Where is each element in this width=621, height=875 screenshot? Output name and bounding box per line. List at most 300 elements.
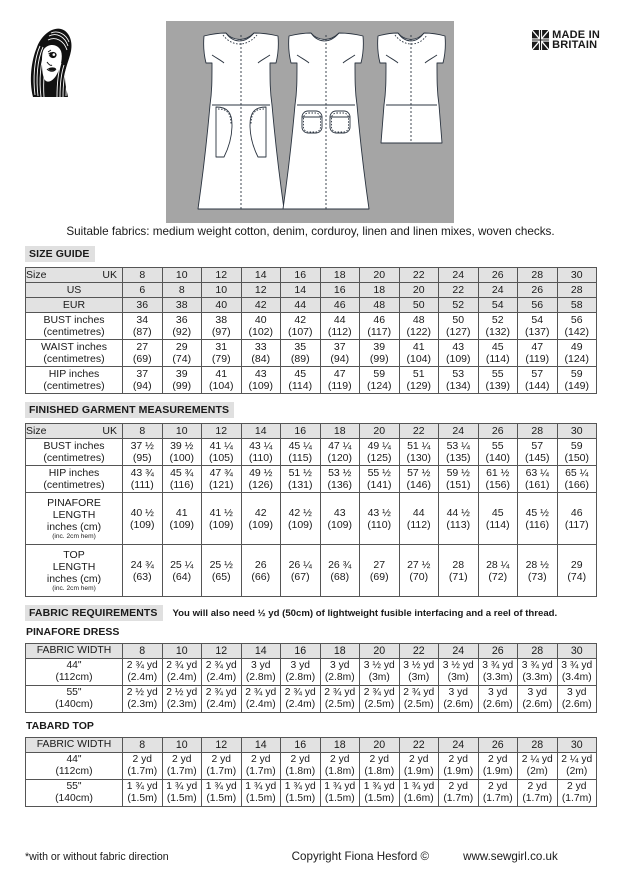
cell: 22	[399, 424, 439, 439]
v: 45 ¼	[288, 440, 312, 452]
cell: 12	[241, 283, 281, 298]
v: (1.5m)	[127, 793, 158, 804]
v: (1.7m)	[245, 766, 276, 777]
size-word: Size	[26, 269, 47, 281]
v: 3 yd	[330, 660, 350, 671]
cell	[557, 753, 597, 780]
v: (107)	[287, 326, 313, 338]
cell	[360, 753, 400, 780]
cell	[320, 367, 360, 394]
v: (124)	[564, 353, 589, 365]
v: 45	[491, 341, 504, 353]
v: (140cm)	[55, 793, 93, 804]
v: 2 yd	[369, 754, 389, 765]
uk-word: UK	[102, 269, 117, 281]
v: 2 yd	[251, 754, 271, 765]
v: (1.7m)	[127, 766, 158, 777]
cell	[557, 340, 597, 367]
v: 1 ¾ yd	[245, 781, 277, 792]
cell	[202, 466, 242, 493]
v: (137)	[524, 326, 550, 338]
v: (2.3m)	[166, 699, 197, 710]
v: (121)	[208, 479, 234, 491]
v: (109)	[248, 518, 273, 531]
v: (116)	[169, 479, 194, 491]
v: 35	[294, 341, 307, 353]
cell	[320, 545, 360, 597]
v: (2.4m)	[245, 699, 276, 710]
cell	[478, 493, 518, 545]
cell: 30	[557, 738, 597, 753]
website-link[interactable]: www.sewgirl.co.uk	[463, 850, 558, 863]
v: (2.4m)	[206, 699, 237, 710]
v: 45	[491, 506, 504, 519]
v: 40 ½	[130, 506, 154, 519]
v: 2 yd	[132, 754, 152, 765]
v: 41	[215, 368, 228, 380]
v: (69)	[369, 570, 389, 583]
v: (3m)	[368, 672, 390, 683]
cell	[281, 545, 321, 597]
table-row-55	[26, 780, 597, 807]
sewgirl-face-logo-icon	[27, 25, 76, 100]
v: 2 yd	[409, 754, 429, 765]
size-guide-label: SIZE GUIDE	[25, 246, 95, 262]
cell: 26	[518, 283, 558, 298]
top-label-3: inches (cm)	[46, 572, 102, 585]
cell: 18	[320, 644, 360, 659]
cell	[162, 313, 202, 340]
table-row-hip	[26, 466, 597, 493]
v: 43	[452, 341, 465, 353]
pinafore-label-1: PINAFORE	[47, 496, 101, 509]
v: (161)	[524, 479, 550, 491]
v: (2.5m)	[364, 699, 395, 710]
v: 41	[412, 341, 425, 353]
cell	[360, 545, 400, 597]
width-55-label	[26, 780, 123, 807]
eur-row-label: EUR	[26, 298, 123, 313]
width-55-label	[26, 686, 123, 713]
v: (89)	[290, 353, 310, 365]
v: (3.4m)	[561, 672, 592, 683]
v: 2 yd	[527, 781, 547, 792]
v: (142)	[564, 326, 589, 338]
cell: 24	[439, 738, 479, 753]
v: (99)	[369, 353, 389, 365]
cell	[478, 780, 518, 807]
cell	[439, 659, 479, 686]
v: 37	[333, 341, 346, 353]
pinafore-dress-label: PINAFORE DRESS	[26, 626, 120, 638]
v: (112cm)	[55, 766, 93, 777]
cell	[241, 439, 281, 466]
v: 2 ¾ yd	[324, 687, 356, 698]
cell: 14	[241, 268, 281, 283]
cell	[123, 659, 163, 686]
cell	[281, 340, 321, 367]
bust-label-cm: (centimetres)	[43, 452, 105, 464]
cell: 50	[399, 298, 439, 313]
v: (3m)	[447, 672, 469, 683]
v: 59	[570, 368, 583, 380]
v: 28	[452, 558, 465, 571]
v: (100)	[169, 452, 194, 464]
v: (1.9m)	[443, 766, 474, 777]
v: (145)	[524, 452, 550, 464]
v: 47 ¼	[328, 440, 352, 452]
v: (122)	[406, 326, 431, 338]
fabric-requirements-note: You will also need ½ yd (50cm) of lightweight fusible interfacing and a reel of thread.	[172, 607, 558, 619]
v: 26	[254, 558, 267, 571]
v: (2.4m)	[127, 672, 158, 683]
cell: 20	[360, 268, 400, 283]
table-row-44	[26, 659, 597, 686]
cell	[360, 780, 400, 807]
cell: 28	[518, 738, 558, 753]
width-44-label	[26, 753, 123, 780]
cell	[399, 466, 439, 493]
cell: 12	[202, 424, 242, 439]
cell	[123, 340, 163, 367]
cell	[439, 367, 479, 394]
cell: 22	[399, 268, 439, 283]
v: (97)	[211, 326, 231, 338]
tabard-top-label: TABARD TOP	[26, 720, 94, 732]
cell	[241, 753, 281, 780]
cell: 30	[557, 644, 597, 659]
v: (109)	[287, 518, 313, 531]
v: (2.8m)	[285, 672, 316, 683]
cell	[518, 545, 558, 597]
v: 1 ¾ yd	[126, 781, 158, 792]
v: (136)	[327, 479, 352, 491]
cell	[320, 493, 360, 545]
finished-garment-label: FINISHED GARMENT MEASUREMENTS	[25, 402, 234, 418]
cell	[399, 340, 439, 367]
v: (104)	[208, 380, 234, 392]
cell: 18	[320, 738, 360, 753]
v: (109)	[248, 380, 273, 392]
v: 46	[373, 314, 386, 326]
cell: 30	[557, 424, 597, 439]
cell	[439, 466, 479, 493]
finished-garment-table	[25, 423, 597, 597]
width-44-label	[26, 659, 123, 686]
pinafore-label-note: (inc. 2cm hem)	[52, 532, 96, 540]
v: 45 ¾	[170, 467, 194, 479]
v: (74)	[567, 570, 587, 583]
v: (1.5m)	[166, 793, 197, 804]
v: (68)	[330, 570, 350, 583]
v: 2 ¾ yd	[403, 687, 435, 698]
v: 1 ¾ yd	[324, 781, 356, 792]
cell	[162, 545, 202, 597]
v: (109)	[327, 518, 352, 531]
v: 49	[570, 341, 583, 353]
cell: 8	[162, 283, 202, 298]
v: (110)	[367, 518, 392, 531]
v: 47	[531, 341, 544, 353]
v: 2 ¾ yd	[245, 687, 277, 698]
cell	[123, 367, 163, 394]
pinafore-length-row-label	[26, 493, 123, 545]
v: 2 yd	[567, 781, 587, 792]
tabard-top-label-row	[25, 718, 621, 734]
cell: 26	[478, 644, 518, 659]
v: 2 ¾ yd	[205, 687, 237, 698]
cell: 28	[518, 424, 558, 439]
v: (112cm)	[55, 672, 93, 683]
cell	[360, 659, 400, 686]
cell: 52	[439, 298, 479, 313]
v: (116)	[525, 518, 550, 531]
v: 3 yd	[567, 687, 587, 698]
v: 2 yd	[448, 781, 468, 792]
cell	[478, 313, 518, 340]
cell	[281, 367, 321, 394]
v: 1 ¾ yd	[403, 781, 435, 792]
v: (1.7m)	[443, 793, 474, 804]
v: 2 ½ yd	[166, 687, 198, 698]
v: (146)	[406, 479, 431, 491]
v: (79)	[211, 353, 231, 365]
v: (2.4m)	[285, 699, 316, 710]
v: 27	[136, 341, 149, 353]
v: (94)	[330, 353, 350, 365]
v: (119)	[525, 353, 550, 365]
v: 2 ¾ yd	[205, 660, 237, 671]
table-row-sizes	[26, 738, 597, 753]
table-row-55	[26, 686, 597, 713]
cell	[202, 545, 242, 597]
v: 57	[531, 440, 544, 452]
cell	[202, 340, 242, 367]
cell	[439, 493, 479, 545]
v: (149)	[564, 380, 589, 392]
size-row-label	[26, 424, 123, 439]
v: 33	[254, 341, 267, 353]
v: 3 ½ yd	[363, 660, 395, 671]
v: (74)	[172, 353, 192, 365]
v: 41	[175, 506, 188, 519]
v: 3 yd	[251, 660, 271, 671]
v: (134)	[445, 380, 471, 392]
v: 44	[412, 506, 425, 519]
cell	[518, 439, 558, 466]
v: 3 ½ yd	[403, 660, 435, 671]
v: 2 ¾ yd	[126, 660, 158, 671]
cell: 56	[518, 298, 558, 313]
v: 2 ¾ yd	[363, 687, 395, 698]
cell	[320, 780, 360, 807]
v: 55"	[66, 781, 82, 792]
v: 59	[373, 368, 386, 380]
v: (2.8m)	[324, 672, 355, 683]
v: 49 ½	[249, 467, 273, 479]
cell	[360, 340, 400, 367]
fabric-requirements-label: FABRIC REQUIREMENTS	[25, 605, 163, 621]
v: 36	[175, 314, 188, 326]
v: 28 ¼	[486, 558, 510, 571]
cell	[162, 439, 202, 466]
fabric-direction-note: *with or without fabric direction	[25, 851, 169, 863]
v: (114)	[485, 353, 510, 365]
cell: 18	[320, 424, 360, 439]
v: 53 ¼	[446, 440, 470, 452]
v: 25 ¼	[170, 558, 194, 571]
cell	[399, 439, 439, 466]
v: (114)	[485, 518, 510, 531]
cell	[360, 493, 400, 545]
cell	[123, 439, 163, 466]
v: (2.4m)	[206, 672, 237, 683]
v: 53 ½	[328, 467, 352, 479]
bust-label-inches: BUST inches	[43, 440, 105, 452]
cell: 12	[202, 644, 242, 659]
cell	[518, 780, 558, 807]
cell: 16	[281, 268, 321, 283]
v: (114)	[288, 380, 313, 392]
table-row-hip	[26, 367, 597, 394]
v: 1 ¾ yd	[205, 781, 237, 792]
cell	[320, 340, 360, 367]
v: 43	[333, 506, 346, 519]
v: (3.3m)	[522, 672, 553, 683]
cell: 10	[162, 424, 202, 439]
cell	[281, 439, 321, 466]
v: (94)	[132, 380, 152, 392]
v: 3 yd	[488, 687, 508, 698]
cell	[360, 466, 400, 493]
v: 54	[531, 314, 544, 326]
cell	[518, 659, 558, 686]
waist-label-cm: (centimetres)	[43, 353, 105, 365]
v: 2 ½ yd	[126, 687, 158, 698]
union-jack-icon	[532, 30, 549, 50]
v: (1.9m)	[482, 766, 513, 777]
v: 34	[136, 314, 149, 326]
v: 3 ¾ yd	[521, 660, 553, 671]
v: (1.7m)	[561, 793, 592, 804]
cell	[162, 367, 202, 394]
cell	[439, 753, 479, 780]
cell	[202, 439, 242, 466]
v: 26 ¼	[288, 558, 312, 571]
cell	[557, 439, 597, 466]
v: 57	[531, 368, 544, 380]
cell: 8	[123, 644, 163, 659]
v: (1.5m)	[285, 793, 316, 804]
table-row-waist	[26, 340, 597, 367]
cell	[241, 686, 281, 713]
v: 28 ½	[525, 558, 549, 571]
v: (66)	[251, 570, 271, 583]
v: (3m)	[408, 672, 430, 683]
table-row-44	[26, 753, 597, 780]
v: 1 ¾ yd	[363, 781, 395, 792]
cell	[399, 780, 439, 807]
cell	[241, 367, 281, 394]
v: 65 ¼	[565, 467, 589, 479]
cell	[518, 313, 558, 340]
v: 2 yd	[290, 754, 310, 765]
v: (99)	[172, 380, 192, 392]
v: (124)	[366, 380, 392, 392]
cell	[281, 686, 321, 713]
v: 41 ¼	[209, 440, 233, 452]
cell	[281, 753, 321, 780]
top-label-note: (inc. 2cm hem)	[52, 584, 96, 592]
cell: 28	[518, 644, 558, 659]
v: (112)	[327, 326, 352, 338]
cell: 38	[162, 298, 202, 313]
cell	[202, 313, 242, 340]
cell: 24	[478, 283, 518, 298]
v: (84)	[251, 353, 271, 365]
cell: 40	[202, 298, 242, 313]
v: (151)	[445, 479, 471, 491]
v: 2 yd	[172, 754, 192, 765]
cell: 20	[360, 424, 400, 439]
cell	[202, 780, 242, 807]
v: 59	[570, 440, 583, 452]
v: (115)	[288, 452, 313, 464]
v: (132)	[485, 326, 510, 338]
v: (1.5m)	[364, 793, 395, 804]
v: 1 ¾ yd	[166, 781, 198, 792]
v: (72)	[488, 570, 508, 583]
v: (1.5m)	[324, 793, 355, 804]
hip-row-label	[26, 466, 123, 493]
v: (2.5m)	[324, 699, 355, 710]
v: 40	[254, 314, 267, 326]
cell: 30	[557, 268, 597, 283]
cell	[478, 686, 518, 713]
pinafore-dress-fabric-table	[25, 643, 597, 713]
hip-label-cm: (centimetres)	[43, 380, 105, 392]
cell: 14	[241, 424, 281, 439]
v: (2.5m)	[403, 699, 434, 710]
table-row-bust	[26, 439, 597, 466]
cell: 24	[439, 424, 479, 439]
cell	[518, 466, 558, 493]
bust-label-inches: BUST inches	[43, 314, 105, 326]
v: (67)	[290, 570, 310, 583]
cell: 10	[202, 283, 242, 298]
cell	[123, 780, 163, 807]
v: 3 yd	[448, 687, 468, 698]
table-row-us	[26, 283, 597, 298]
v: (64)	[172, 570, 192, 583]
v: (1.7m)	[522, 793, 553, 804]
fabric-width-header: FABRIC WIDTH	[26, 738, 123, 753]
v: (120)	[327, 452, 352, 464]
v: (125)	[366, 452, 392, 464]
copyright-text: Copyright Fiona Hesford ©	[291, 850, 430, 863]
v: (65)	[211, 570, 231, 583]
v: (150)	[564, 452, 589, 464]
v: (2.4m)	[166, 672, 197, 683]
uk-word: UK	[102, 425, 117, 437]
v: 45	[294, 368, 307, 380]
cell	[557, 545, 597, 597]
tabard-top-fabric-table	[25, 737, 597, 807]
fabric-width-header: FABRIC WIDTH	[26, 644, 123, 659]
v: (141)	[366, 479, 392, 491]
cell	[478, 753, 518, 780]
v: 27	[373, 558, 386, 571]
